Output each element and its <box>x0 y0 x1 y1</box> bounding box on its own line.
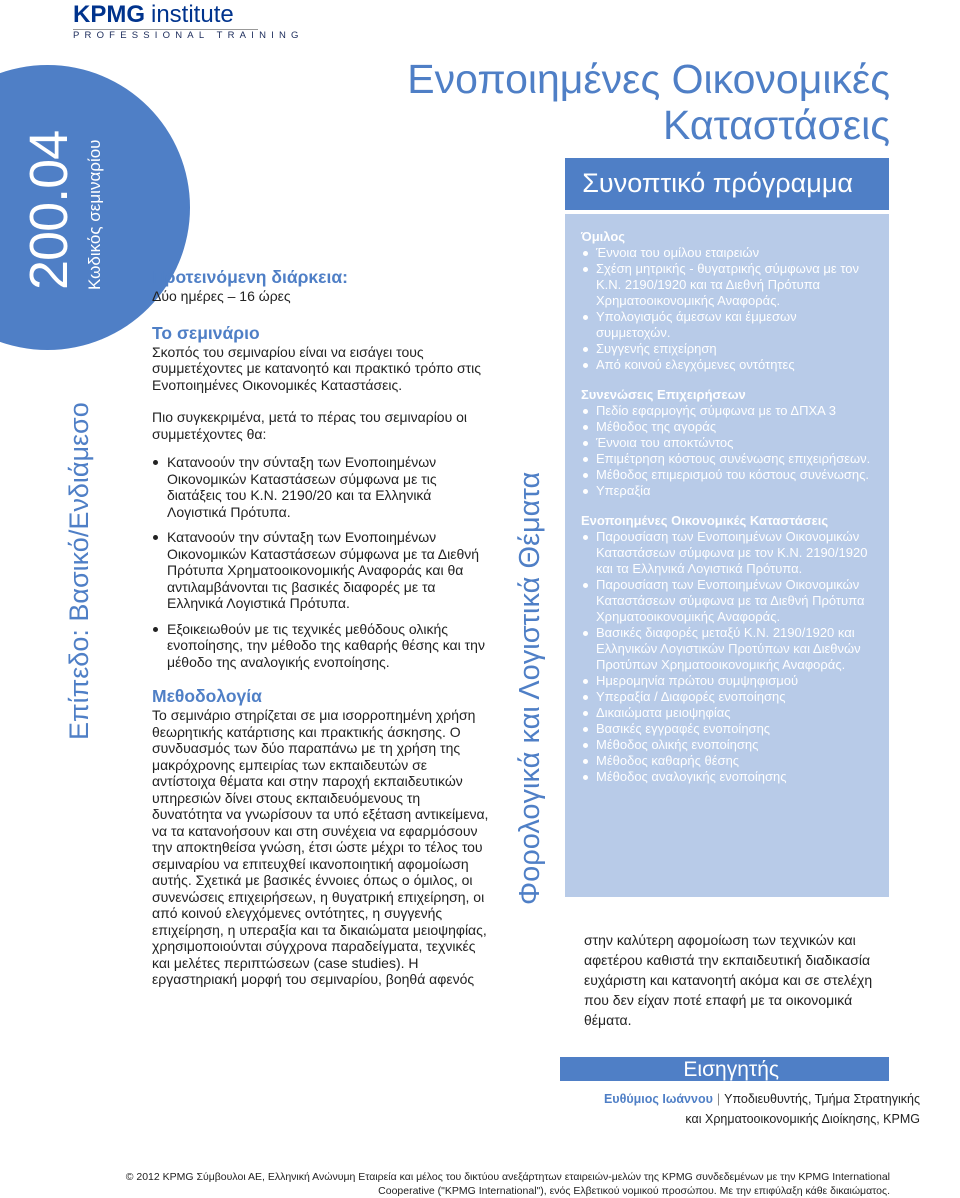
objectives-intro: Πιο συγκεκριμένα, μετά το πέρας του σεμιναρίου οι συμμετέχοντες θα: <box>152 409 468 442</box>
copyright-footer <box>60 1170 890 1198</box>
program-item: Υπεραξία <box>581 483 871 499</box>
left-column <box>152 267 492 988</box>
program-item: Από κοινού ελεγχόμενες οντότητες <box>581 357 871 373</box>
program-item: Δικαιώματα μειοψηφίας <box>581 705 871 721</box>
program-heading: Συνοπτικό πρόγραμμα <box>565 158 889 210</box>
program-item: Παρουσίαση των Ενοποιημένων Οικονομικών Καταστάσεων σύμφωνα με τον Κ.Ν. 2190/1920 και τα Ελληνικά Λογιστικά Πρότυπα. <box>581 529 871 577</box>
seminar-code: 200.04 <box>19 130 79 290</box>
program-item: Μέθοδος ολικής ενοποίησης <box>581 737 871 753</box>
program-item: Ημερομηνία πρώτου συμψηφισμού <box>581 673 871 689</box>
program-item: Επιμέτρηση κόστους συνένωσης επιχειρήσεων. <box>581 451 871 467</box>
seminar-heading: Το σεμινάριο <box>152 322 260 343</box>
instructor-info <box>560 1089 920 1129</box>
objective-item: Κατανοούν την σύνταξη των Ενοποιημένων Οικονομικών Καταστάσεων σύμφωνα με τα Διεθνή Πρότυπα Χρηματοοικονομικής Αναφοράς και θα αντιλαμβάνονται τις βασικές διαφορές με τα Ελληνικά Λογιστικά Πρότυπα. <box>152 529 492 612</box>
program-item: Μέθοδος της αγοράς <box>581 419 871 435</box>
program-item: Έννοια του ομίλου εταιρειών <box>581 245 871 261</box>
program-item: Σχέση μητρικής - θυγατρικής σύμφωνα με τον Κ.Ν. 2190/1920 και τα Διεθνή Πρότυπα Χρηματοοικονομικής Αναφοράς. <box>581 261 871 309</box>
program-box <box>565 214 889 897</box>
program-section-title: Συνενώσεις Επιχειρήσεων <box>581 387 746 402</box>
program-section-title: Ενοποιημένες Οικονομικές Καταστάσεις <box>581 513 829 528</box>
instructor-separator: | <box>716 1092 721 1106</box>
program-item: Βασικές εγγραφές ενοποίησης <box>581 721 871 737</box>
program-item: Υπολογισμός άμεσων και έμμεσων συμμετοχών. <box>581 309 871 341</box>
program-section-list <box>581 245 871 373</box>
duration-value: Δύο ημέρες – 16 ώρες <box>152 288 291 304</box>
program-item: Μέθοδος καθαρής θέσης <box>581 753 871 769</box>
program-section-list <box>581 403 871 499</box>
program-item: Πεδίο εφαρμογής σύμφωνα με το ΔΠΧΑ 3 <box>581 403 871 419</box>
seminar-category: Φορολογικά και Λογιστικά Θέματα <box>514 471 546 905</box>
methodology-text: Το σεμινάριο στηρίζεται σε μια ισορροπημένη χρήση θεωρητικής κατάρτισης και πρακτικής άσκησης. Ο συνδυασμός των δύο παραπάνω με τη χρήση της μακρόχρονης εμπειρίας των εκπαιδευτών σε αντίστοιχα θέματα και στην παροχή εκπαιδευτικών υπηρεσιών δίνει στους εκπαιδευόμενους τη δυνατότητα να γνωρίσουν τα υπό εξέταση αντικείμενα, να τα κατανοήσουν και στη συνέχεια να εφαρμόσουν την αποκτηθείσα γνώση, έτσι ώστε μέχρι το τέλος του σεμιναρίου να επιτευχθεί ικανοποιητική αφομοίωση αυτής. Σχετικά με βασικές έννοιες όπως ο όμιλος, οι συνενώσεις επιχειρήσεων, η θυγατρική επιχείρηση, οι από κοινού ελεγχόμενες οντότητες, η συγγενής επιχείρηση, η υπεραξία και τα δικαιώματα μειοψηφίας, χρησιμοποιούνται σύγχρονα παραδείγματα, τεχνικές και μελέτες περιπτώσεων (case studies). Η εργαστηριακή μορφή του σεμιναρίου, βοηθά αφενός <box>152 707 489 987</box>
instructor-role-line2: και Χρηματοοικονομικής Διοίκησης, KPMG <box>685 1112 920 1126</box>
program-section-list <box>581 529 871 785</box>
page-title: Ενοποιημένες Οικονομικές Καταστάσεις <box>407 56 890 148</box>
logo-divider <box>73 29 258 30</box>
program-item: Υπεραξία / Διαφορές ενοποίησης <box>581 689 871 705</box>
methodology-continued: στην καλύτερη αφομοίωση των τεχνικών και αφετέρου καθιστά την εκπαιδευτική διαδικασία ευχάριστη και κατανοητή ακόμα και σε στελέχη που δεν είχαν ποτέ επαφή με τα οικονομικά θέματα. <box>584 932 873 1028</box>
program-section-title: Όμιλος <box>581 229 626 244</box>
methodology-heading: Μεθοδολογία <box>152 686 262 706</box>
footer-line2: Cooperative ("KPMG International"), ενός Ελβετικού νομικού προσώπου. Με την επιφύλαξη κάθε δικαιώματος. <box>378 1185 890 1197</box>
seminar-intro: Σκοπός του σεμιναρίου είναι να εισάγει τους συμμετέχοντες με κατανοητό και πρακτικό τρόπο στις Ενοποιημένες Οικονομικές Καταστάσεις. <box>152 343 481 393</box>
footer-line1: © 2012 KPMG Σύμβουλοι ΑΕ, Ελληνική Ανώνυμη Εταιρεία και μέλος του δικτύου ανεξάρτητων εταιρειών-μελών της KPMG συνδεδεμένων με την KPMG International <box>125 1171 890 1183</box>
duration-heading: Προτεινόμενη διάρκεια: <box>152 267 348 287</box>
program-item: Βασικές διαφορές μεταξύ Κ.Ν. 2190/1920 και Ελληνικών Λογιστικών Προτύπων και Διεθνών Προτύπων Χρηματοοικονομικής Αναφοράς. <box>581 625 871 673</box>
logo-suffix: institute <box>151 1 234 28</box>
program-item: Παρουσίαση των Ενοποιημένων Οικονομικών Καταστάσεων σύμφωνα με τα Διεθνή Πρότυπα Χρηματοοικονομικής Αναφοράς. <box>581 577 871 625</box>
program-item: Μέθοδος αναλογικής ενοποίησης <box>581 769 871 785</box>
program-item: Έννοια του αποκτώντος <box>581 435 871 451</box>
program-item: Μέθοδος επιμερισμού του κόστους συνένωσης. <box>581 467 871 483</box>
instructor-line1 <box>560 1089 920 1109</box>
instructor-name: Ευθύμιος Ιωάννου <box>603 1092 713 1106</box>
instructor-heading: Εισηγητής <box>560 1057 889 1081</box>
logo-wordmark <box>73 2 258 28</box>
objective-item: Κατανοούν την σύνταξη των Ενοποιημένων Οικονομικών Καταστάσεων σύμφωνα με τις διατάξεις του Κ.Ν. 2190/20 και τα Ελληνικά Λογιστικά Πρότυπα. <box>152 454 492 520</box>
program-item: Συγγενής επιχείρηση <box>581 341 871 357</box>
kpmg-institute-logo <box>73 1 304 41</box>
seminar-level: Επίπεδο: Βασικό/Ενδιάμεσο <box>64 402 94 740</box>
objectives-list <box>152 454 492 670</box>
logo-tagline: PROFESSIONAL TRAINING <box>73 30 304 41</box>
logo-brand: KPMG <box>73 1 145 28</box>
instructor-role-line1: Υποδιευθυντής, Τμήμα Στρατηγικής <box>724 1092 920 1106</box>
seminar-code-label: Κωδικός σεμιναρίου <box>85 139 104 290</box>
objective-item: Εξοικειωθούν με τις τεχνικές μεθόδους ολικής ενοποίησης, την μέθοδο της καθαρής θέσης και την μέθοδο της αναλογικής ενοποίησης. <box>152 621 492 671</box>
